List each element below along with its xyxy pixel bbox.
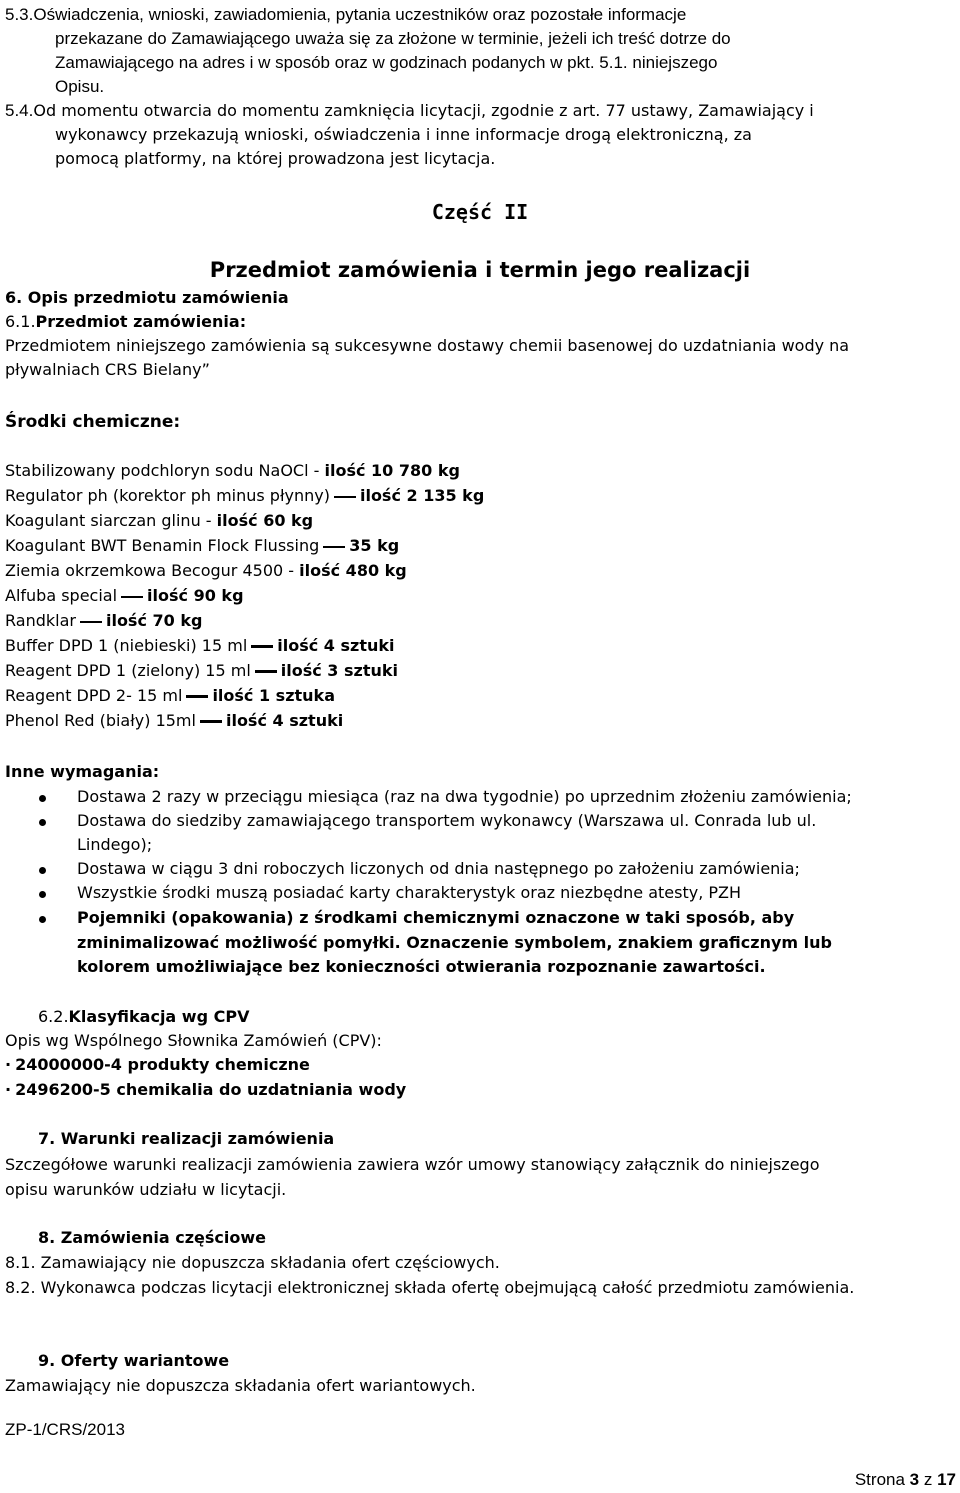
page-number: Strona 3 z 17 [854, 1470, 956, 1489]
cpv-intro: Opis wg Wspólnego Słownika Zamówień (CPV): [5, 1031, 382, 1050]
section-7-line-2: opisu warunków udziału w licytacji. [5, 1180, 287, 1199]
section-5-3-line-1: 5.3.Oświadczenia, wnioski, zawiadomienia, pytania uczestników oraz pozostałe informacje [5, 5, 687, 24]
dash-separator [80, 621, 102, 623]
chemical-item: Koagulant siarczan glinu - ilość 60 kg [5, 511, 314, 530]
section-5-4-line-1: 5.4.Od momentu otwarcia do momentu zamknięcia licytacji, zgodnie z art. 77 ustawy, Zamawiający i [5, 101, 814, 120]
section-7-heading: 7. Warunki realizacji zamówienia [38, 1129, 335, 1148]
chemical-item: Koagulant BWT Benamin Flock Flussing 35 kg [5, 536, 400, 555]
requirement-5-line-2: zminimalizować możliwość pomyłki. Oznaczenie symbolem, znakiem graficznym lub [77, 933, 832, 952]
chemicals-heading: Środki chemiczne: [5, 412, 181, 432]
dash-separator [255, 670, 277, 673]
section-5-4-line-3: pomocą platformy, na której prowadzona jest licytacja. [55, 149, 496, 168]
requirement-5-line-3: kolorem umożliwiające bez konieczności otwierania rozpoznanie zawartości. [77, 957, 766, 976]
section-8-2: 8.2. Wykonawca podczas licytacji elektronicznej składa ofertę obejmującą całość przedmiotu zamówienia. [5, 1278, 855, 1297]
chemical-item: Randklar ilość 70 kg [5, 611, 203, 630]
chemical-item: Stabilizowany podchloryn sodu NaOCl - ilość 10 780 kg [5, 461, 460, 480]
cpv-code-1: · 24000000-4 produkty chemiczne [5, 1055, 310, 1074]
dash-separator [323, 546, 345, 548]
section-6-1-desc-2: pływalniach CRS Bielany” [5, 360, 210, 379]
section-6-1-heading: 6.1.Przedmiot zamówienia: [5, 312, 247, 331]
section-5-4-line-2: wykonawcy przekazują wnioski, oświadczenia i inne informacje drogą elektroniczną, za [55, 125, 752, 144]
dash-separator [251, 645, 273, 648]
part-title: Część II [431, 200, 529, 224]
section-number: 5.4. [5, 101, 34, 120]
chemical-item: Regulator ph (korektor ph minus płynny) ilość 2 135 kg [5, 486, 485, 505]
document-code: ZP-1/CRS/2013 [5, 1420, 125, 1439]
section-8-heading: 8. Zamówienia częściowe [38, 1228, 266, 1247]
requirement-4: Wszystkie środki muszą posiadać karty charakterystyk oraz niezbędne atesty, PZH [77, 883, 742, 902]
section-number: 5.3. [5, 5, 34, 24]
section-6-heading: 6. Opis przedmiotu zamówienia [5, 288, 289, 307]
section-6-2-heading: 6.2.Klasyfikacja wg CPV [38, 1007, 250, 1026]
chemical-item: Phenol Red (biały) 15ml ilość 4 sztuki [5, 711, 344, 730]
requirements-heading: Inne wymagania: [5, 762, 160, 781]
bullet-icon [39, 819, 46, 826]
section-5-3-line-4: Opisu. [55, 77, 105, 96]
requirement-1: Dostawa 2 razy w przeciągu miesiąca (raz na dwa tygodnie) po uprzednim złożeniu zamówienia; [77, 787, 852, 806]
requirement-2-line-2: Lindego); [77, 835, 153, 854]
requirement-5-line-1: Pojemniki (opakowania) z środkami chemicznymi oznaczone w taki sposób, aby [77, 908, 795, 927]
bullet-icon [39, 916, 46, 923]
section-9-heading: 9. Oferty wariantowe [38, 1351, 230, 1370]
cpv-code-2: · 2496200-5 chemikalia do uzdatniania wody [5, 1080, 407, 1099]
chemical-item: Buffer DPD 1 (niebieski) 15 ml ilość 4 sztuki [5, 636, 395, 655]
dash-separator [121, 596, 143, 598]
chemical-item: Ziemia okrzemkowa Becogur 4500 - ilość 480 kg [5, 561, 407, 580]
bullet-icon [39, 795, 46, 802]
section-6-1-desc-1: Przedmiotem niniejszego zamówienia są sukcesywne dostawy chemii basenowej do uzdatniania wody na [5, 336, 850, 355]
section-5-3-line-3: Zamawiającego na adres i w sposób oraz w godzinach podanych w pkt. 5.1. niniejszego [55, 53, 718, 72]
section-5-3-line-2: przekazane do Zamawiającego uważa się za złożone w terminie, jeżeli ich treść dotrze do [55, 29, 731, 48]
dash-separator [334, 496, 356, 498]
dash-separator [200, 720, 222, 723]
bullet-icon [39, 867, 46, 874]
dash-separator [186, 695, 208, 698]
chemical-item: Reagent DPD 2- 15 ml ilość 1 sztuka [5, 686, 335, 705]
chemical-item: Alfuba special ilość 90 kg [5, 586, 244, 605]
section-7-line-1: Szczegółowe warunki realizacji zamówienia zawiera wzór umowy stanowiący załącznik do niniejszego [5, 1155, 820, 1174]
requirement-3: Dostawa w ciągu 3 dni roboczych liczonych od dnia następnego po założeniu zamówienia; [77, 859, 800, 878]
section-9-line: Zamawiający nie dopuszcza składania ofert wariantowych. [5, 1376, 476, 1395]
section-8-1: 8.1. Zamawiający nie dopuszcza składania ofert częściowych. [5, 1253, 500, 1272]
chemical-item: Reagent DPD 1 (zielony) 15 ml ilość 3 sztuki [5, 661, 399, 680]
requirement-2-line-1: Dostawa do siedziby zamawiającego transportem wykonawcy (Warszawa ul. Conrada lub ul. [77, 811, 817, 830]
part-subtitle: Przedmiot zamówienia i termin jego realizacji [209, 258, 751, 282]
bullet-icon [39, 891, 46, 898]
